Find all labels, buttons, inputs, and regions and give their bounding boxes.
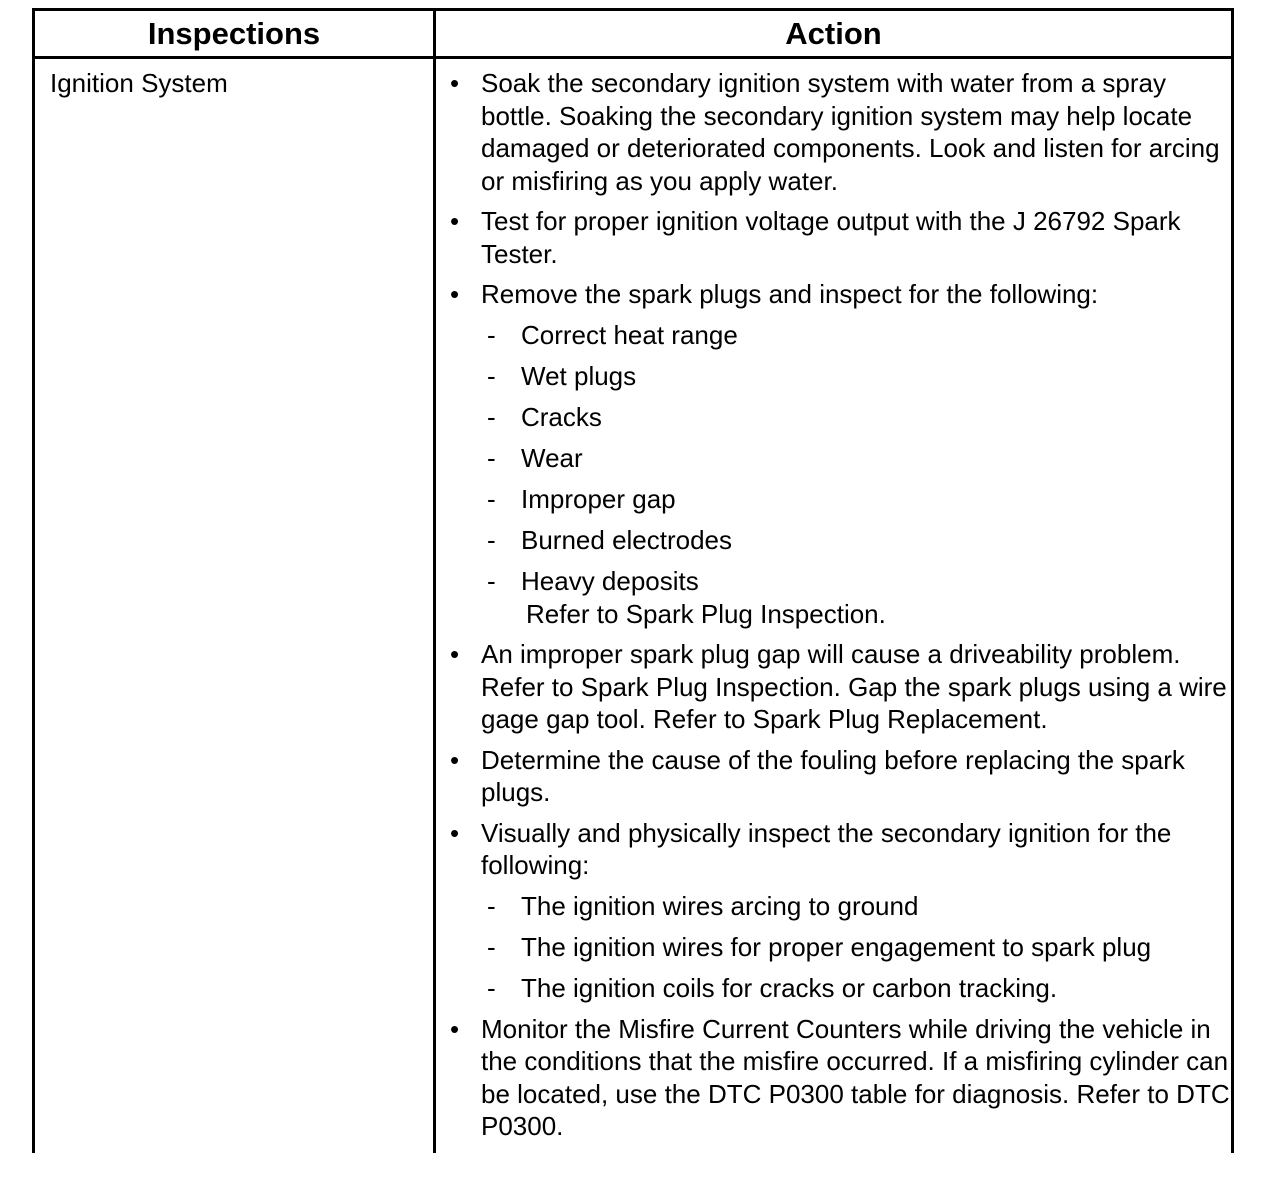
action-item [447, 67, 1237, 197]
bullet-icon: • [450, 639, 460, 669]
refer-text: Refer to Spark Plug Inspection. [526, 598, 886, 629]
bullet-icon: • [450, 206, 460, 236]
sub-list-item [481, 483, 1237, 516]
action-item-text: Determine the cause of the fouling before replacing the spark plugs. [481, 744, 1185, 807]
inspection-table [32, 8, 1234, 1153]
action-item [447, 744, 1237, 809]
column-divider [433, 11, 436, 1153]
sub-list-item [481, 972, 1237, 1005]
action-item-text: Remove the spark plugs and inspect for the following: [481, 279, 1099, 309]
dash-icon: - [487, 442, 496, 473]
bullet-icon: • [450, 817, 460, 848]
dash-icon: - [487, 319, 496, 350]
sub-list-item-text: Heavy deposits [521, 565, 699, 596]
header-inspections: Inspections [147, 16, 321, 51]
dash-icon: - [487, 401, 496, 432]
dash-icon: - [487, 360, 496, 391]
dash-icon: - [487, 565, 496, 596]
dash-icon: - [487, 483, 496, 514]
action-item-text: Soak the secondary ignition system with water from a spray bottle. Soaking the secondary ignition system may help locate damaged or deteriorated components. Look and listen for arcing or misfiring as you apply water. [481, 68, 1220, 196]
action-item-text: Monitor the Misfire Current Counters while driving the vehicle in the conditions that the misfire occurred. If a misfiring cylinder can be located, use the DTC P0300 table for diagnosis. Refer to DTC P0300. [481, 1013, 1230, 1141]
action-item-text: Test for proper ignition voltage output with the J 26792 Spark Tester. [481, 206, 1181, 269]
bullet-icon: • [450, 1013, 460, 1044]
sub-list [481, 319, 1237, 631]
sub-list [481, 890, 1237, 1005]
sub-list-item [481, 319, 1237, 352]
bullet-icon: • [450, 68, 460, 98]
sub-list-item-text: Wear [521, 442, 583, 473]
bullet-icon: • [450, 744, 460, 775]
action-item [447, 817, 1237, 1005]
bullet-icon: • [450, 279, 460, 309]
sub-list-item [481, 565, 1237, 598]
table-header-row [35, 11, 1231, 59]
action-item-text: An improper spark plug gap will cause a driveability problem. Refer to Spark Plug Inspection. Gap the spark plugs using a wire gage gap tool. Refer to Spark Plug Replacement. [481, 639, 1227, 734]
action-item-text: Visually and physically inspect the secondary ignition for the following: [481, 817, 1172, 880]
dash-icon: - [487, 890, 496, 921]
sub-list-item-text: The ignition wires arcing to ground [521, 890, 919, 921]
action-item [447, 278, 1237, 630]
sub-list-item-text: Improper gap [521, 483, 676, 514]
sub-list-item [481, 401, 1237, 434]
action-item [447, 1013, 1237, 1143]
dash-icon: - [487, 931, 496, 962]
sub-list-item-text: Cracks [521, 401, 602, 432]
action-item [447, 205, 1237, 270]
dash-icon: - [487, 524, 496, 555]
sub-list-item [481, 442, 1237, 475]
sub-list-item-text: The ignition coils for cracks or carbon tracking. [521, 972, 1058, 1003]
header-action: Action [785, 16, 882, 51]
sub-list-item-text: Burned electrodes [521, 524, 733, 555]
action-cell [447, 67, 1237, 1151]
action-item [447, 638, 1237, 736]
sub-list-item-text: Correct heat range [521, 319, 738, 350]
inspection-cell: Ignition System [50, 68, 228, 98]
dash-icon: - [487, 972, 496, 1003]
sub-list-item [481, 890, 1237, 923]
sub-list-item-text: Wet plugs [521, 360, 637, 391]
sub-list-item [481, 360, 1237, 393]
sub-list-item-text: The ignition wires for proper engagement to spark plug [521, 931, 1152, 962]
sub-list-item [481, 931, 1237, 964]
sub-list-item [481, 524, 1237, 557]
